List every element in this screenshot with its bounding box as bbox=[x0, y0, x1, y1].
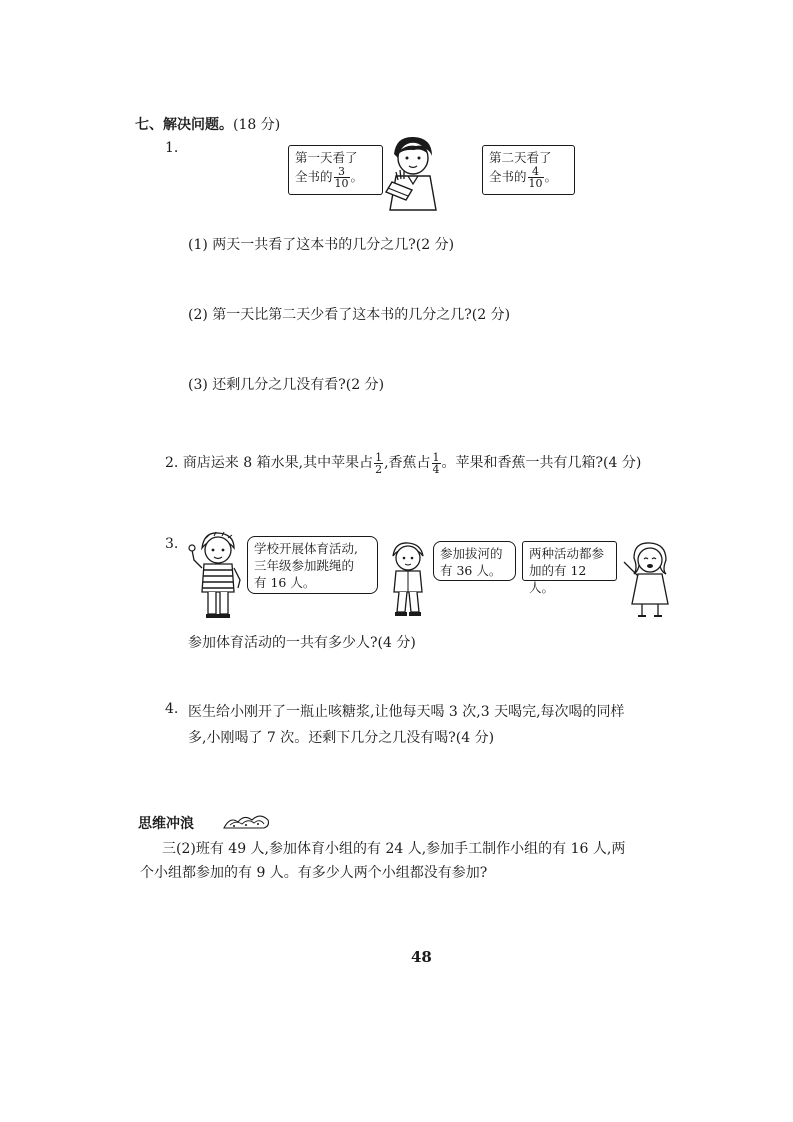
boy-reading-illustration bbox=[376, 132, 446, 212]
q2-part2: ,香蕉占 bbox=[384, 455, 431, 471]
page-number: 48 bbox=[411, 948, 432, 966]
q1-sub1: (1) 两天一共看了这本书的几分之几?(2 分) bbox=[188, 237, 455, 253]
q1-bubble-right-prefix: 全书的 bbox=[489, 169, 527, 184]
section-score: (18 分) bbox=[233, 117, 281, 133]
q1-fraction-left-num: 3 bbox=[334, 166, 350, 178]
q1-fraction-right-den: 10 bbox=[528, 177, 543, 190]
q4-line1: 医生给小刚开了一瓶止咳糖浆,让他每天喝 3 次,3 天喝完,每次喝的同样 bbox=[188, 704, 625, 720]
q3-bubble2-line1: 参加拔河的 bbox=[440, 546, 503, 561]
q1-bubble-right-line1: 第二天看了 bbox=[489, 150, 552, 165]
q3-number: 3. bbox=[165, 536, 179, 552]
q3-bubble1-line3: 有 16 人。 bbox=[254, 575, 316, 590]
q3-bubble1-line2: 三年级参加跳绳的 bbox=[254, 558, 355, 573]
q2-fraction-banana-num: 1 bbox=[432, 450, 440, 464]
q1-bubble-right bbox=[482, 145, 575, 195]
q1-bubble-left-prefix: 全书的 bbox=[295, 169, 333, 184]
q2-number: 2. bbox=[165, 455, 179, 471]
q3-question: 参加体育活动的一共有多少人?(4 分) bbox=[188, 635, 416, 651]
q2-fraction-apple-den: 2 bbox=[375, 462, 383, 476]
q2-part1: 商店运来 8 箱水果,其中苹果占 bbox=[182, 455, 374, 471]
q3-bubble3-line2: 加的有 12 人。 bbox=[529, 563, 587, 595]
section-title bbox=[135, 114, 280, 134]
q1-bubble-left-line2 bbox=[295, 166, 376, 189]
q1-bubble-left bbox=[288, 145, 383, 195]
q2-fraction-apple bbox=[374, 452, 383, 475]
q3-bubble3 bbox=[522, 541, 617, 595]
q1-bubble-right-line2 bbox=[489, 166, 568, 189]
q2-fraction-banana bbox=[432, 452, 441, 475]
wave-decoration-icon bbox=[222, 812, 272, 832]
q3-bubble2 bbox=[433, 541, 516, 581]
q2-part3: 。苹果和香蕉一共有几箱?(4 分) bbox=[441, 455, 642, 471]
q1-fraction-left bbox=[334, 166, 350, 189]
q1-sub2: (2) 第一天比第二天少看了这本书的几分之几?(2 分) bbox=[188, 307, 511, 323]
q1-fraction-right-num: 4 bbox=[528, 166, 544, 178]
girl-illustration bbox=[620, 540, 675, 620]
q3-bubble2-line2: 有 36 人。 bbox=[440, 563, 502, 578]
q1-bubble-left-line1: 第一天看了 bbox=[295, 150, 358, 165]
thinking-line2: 个小组都参加的有 9 人。有多少人两个小组都没有参加? bbox=[140, 865, 488, 881]
q4-number: 4. bbox=[165, 701, 179, 717]
boy-waving-illustration bbox=[188, 530, 248, 620]
q4-line2: 多,小刚喝了 7 次。还剩下几分之几没有喝?(4 分) bbox=[188, 730, 495, 746]
q1-bubble-left-suffix: 。 bbox=[350, 169, 364, 184]
q2-text bbox=[165, 448, 641, 478]
q1-sub3: (3) 还剩几分之几没有看?(2 分) bbox=[188, 377, 385, 393]
q3-bubble1 bbox=[247, 536, 378, 594]
boy-standing-illustration bbox=[383, 540, 433, 620]
section-title-text: 七、解决问题。 bbox=[135, 117, 233, 133]
thinking-title: 思维冲浪 bbox=[138, 816, 194, 832]
thinking-line1: 三(2)班有 49 人,参加体育小组的有 24 人,参加手工制作小组的有 16 人,两 bbox=[162, 841, 626, 857]
q1-fraction-left-den: 10 bbox=[334, 177, 349, 190]
q1-bubble-right-suffix: 。 bbox=[544, 169, 558, 184]
q3-bubble1-line1: 学校开展体育活动, bbox=[254, 541, 358, 556]
q3-bubble3-line1: 两种活动都参 bbox=[529, 546, 605, 561]
q2-fraction-apple-num: 1 bbox=[375, 450, 383, 464]
q1-number: 1. bbox=[165, 140, 179, 156]
q2-fraction-banana-den: 4 bbox=[432, 462, 440, 476]
q1-fraction-right bbox=[528, 166, 544, 189]
